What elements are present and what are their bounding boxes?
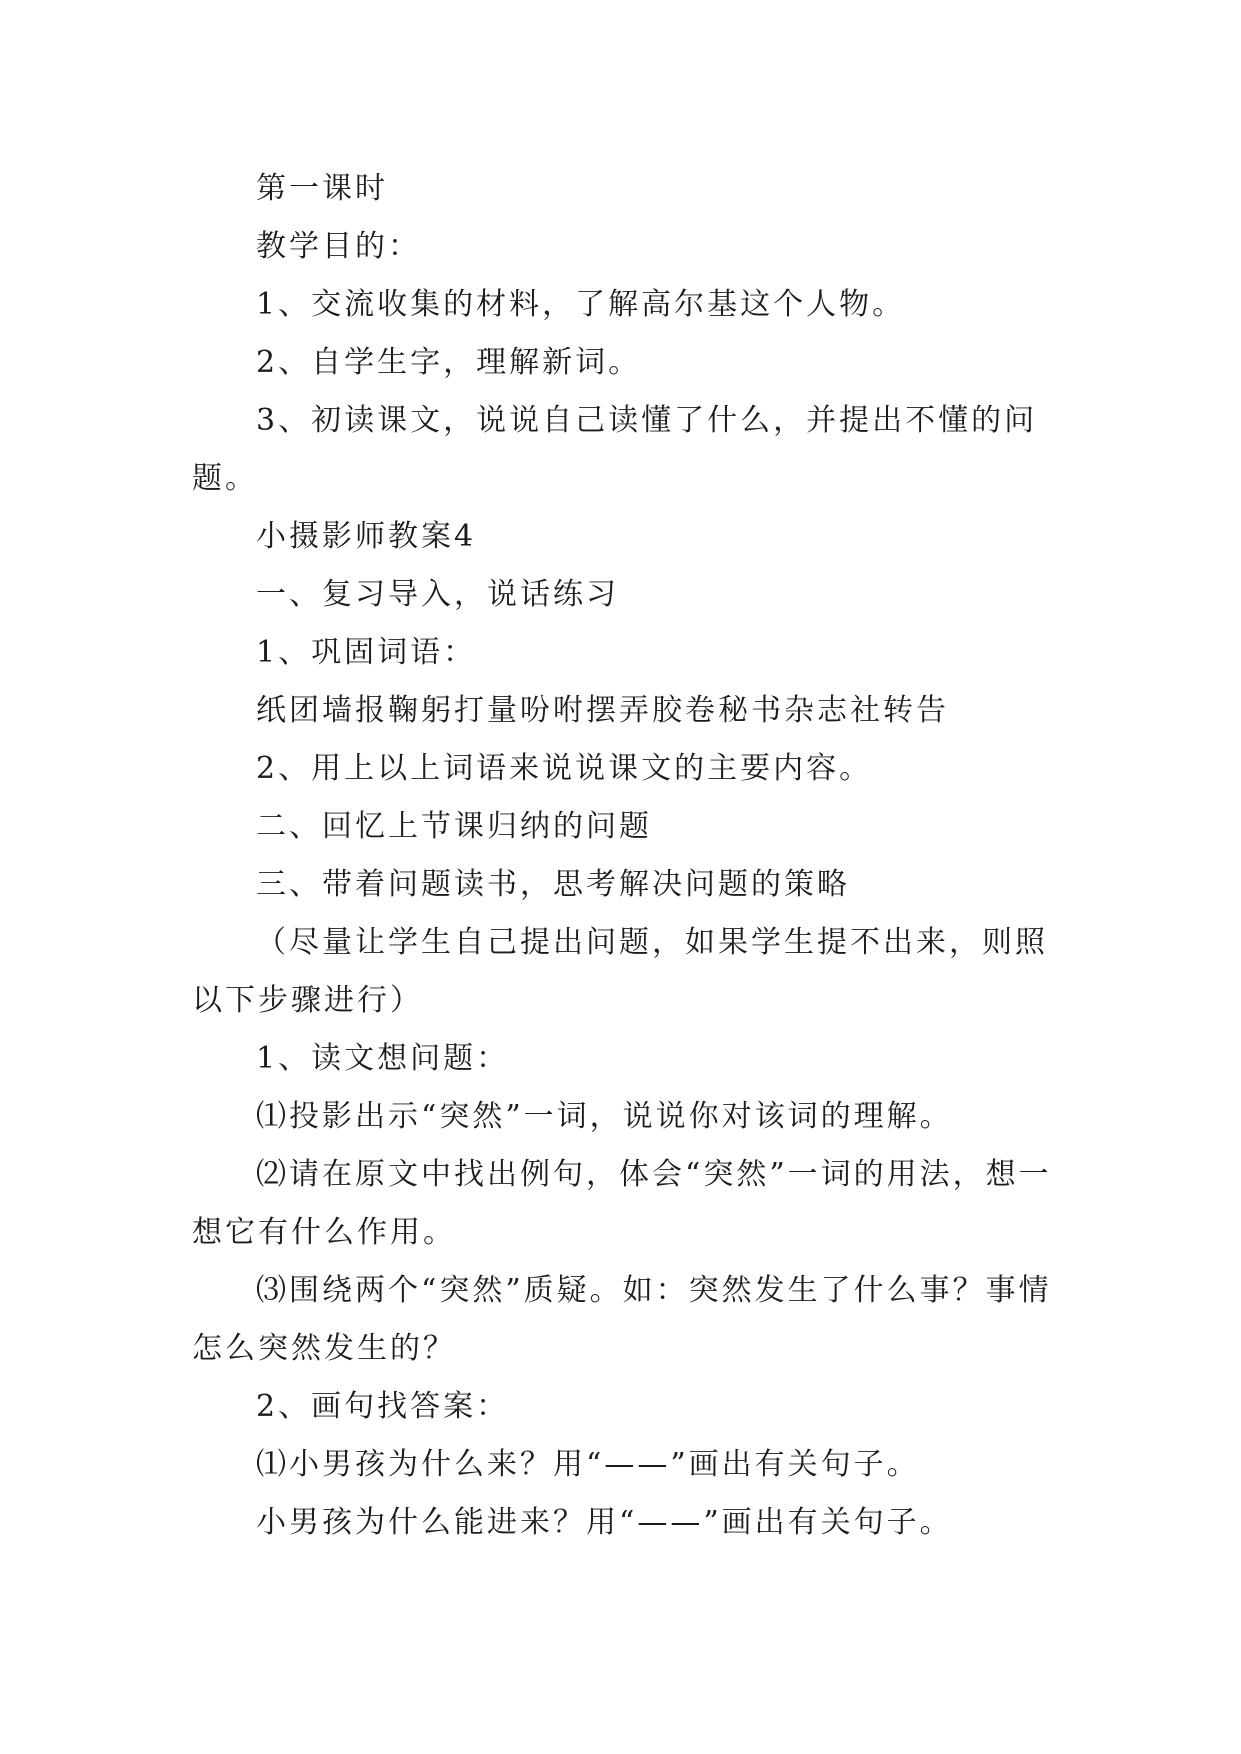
goal-item-3: 3、初读课文，说说自己读懂了什么，并提出不懂的问题。	[192, 403, 1038, 496]
sub-step-1: ⑴投影出示“突然”一词，说说你对该词的理解。	[256, 1099, 953, 1134]
document-body	[192, 160, 1052, 1552]
step-retell-content: 2、用上以上词语来说说课文的主要内容。	[256, 751, 873, 786]
sub-step-3: ⑶围绕两个“突然”质疑。如：突然发生了什么事？事情怎么突然发生的？	[192, 1273, 1052, 1366]
teaching-goals-heading: 教学目的：	[256, 229, 421, 264]
answer-sub-step-1: ⑴小男孩为什么来？用“——”画出有关句子。	[256, 1447, 920, 1482]
answer-sub-step-2: 小男孩为什么能进来？用“——”画出有关句子。	[256, 1505, 953, 1540]
goal-item-2: 2、自学生字，理解新词。	[256, 345, 642, 380]
step-find-answers: 2、画句找答案：	[256, 1389, 510, 1424]
sub-step-2: ⑵请在原文中找出例句，体会“突然”一词的用法，想一想它有什么作用。	[192, 1157, 1052, 1250]
section-read-with-questions: 三、带着问题读书，思考解决问题的策略	[256, 867, 850, 902]
section-review-intro: 一、复习导入，说话练习	[256, 577, 619, 612]
teacher-note: （尽量让学生自己提出问题，如果学生提不出来，则照以下步骤进行）	[192, 925, 1048, 1018]
step-read-and-ask: 1、读文想问题：	[256, 1041, 510, 1076]
goal-item-1: 1、交流收集的材料，了解高尔基这个人物。	[256, 287, 906, 322]
lesson-period-heading: 第一课时	[256, 171, 388, 206]
lesson-plan-title: 小摄影师教案4	[256, 519, 477, 554]
vocabulary-list: 纸团墙报鞠躬打量吩咐摆弄胶卷秘书杂志社转告	[256, 693, 949, 728]
step-consolidate-words: 1、巩固词语：	[256, 635, 477, 670]
section-recall-questions: 二、回忆上节课归纳的问题	[256, 809, 652, 844]
